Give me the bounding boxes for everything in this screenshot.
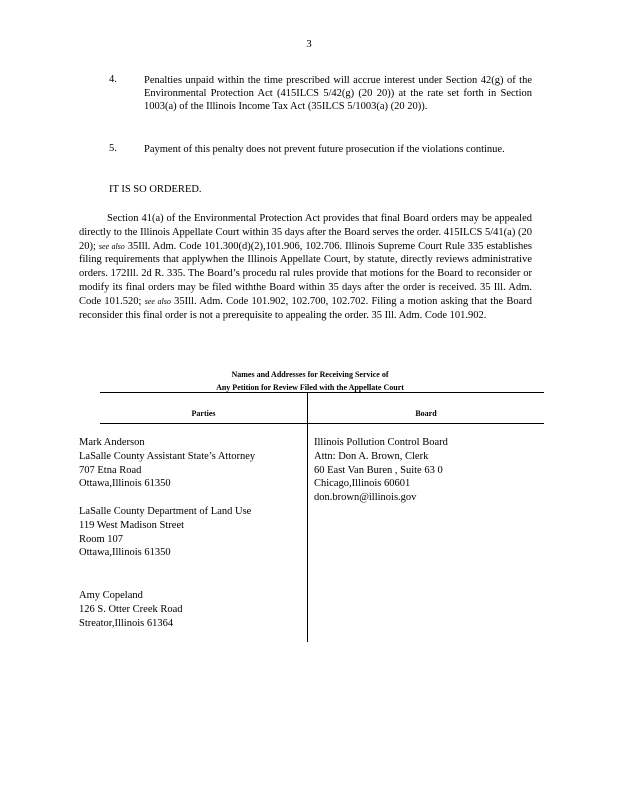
address-line: 707 Etna Road bbox=[79, 464, 142, 476]
item-number: 5. bbox=[109, 143, 117, 154]
see-also: see also bbox=[144, 296, 171, 306]
parties-header: Parties bbox=[191, 409, 216, 418]
table-header-border bbox=[100, 423, 544, 424]
page-number: 3 bbox=[306, 38, 312, 50]
address-line: 119 West Madison Street bbox=[79, 519, 185, 531]
board-address-block bbox=[314, 436, 448, 505]
table-column-divider bbox=[307, 392, 308, 642]
caption-line: Names and Addresses for Receiving Service of bbox=[231, 370, 389, 379]
appeal-text: Section 41(a) of the Environmental Protection Act provides that final Board orders may be appealed directly to the Illinois Appellate Court within 35 days after the Board serves the order. 415ILCS 5/41(a) (20 20); bbox=[79, 213, 532, 252]
appeal-text: 35Ill. Adm. Code 101.300(d)(2),101.906, 102.706. Illinois Supreme Court Rule 335 establishes filing requirements that applywhen the Illinois Appellate Court, by statute, directly reviews administrative orders. 172Ill. 2d R. 335. The Board’s procedu ral rules provide that motions for the Board to reconsider or modify its final orders may be filed withthe Board within 35 days after the order is received. 35 Ill. Adm. Code 101.520; bbox=[79, 240, 533, 307]
address-line: Ottawa,Illinois 61350 bbox=[79, 478, 171, 490]
item-text: Penalties unpaid within the time prescribed will accrue interest under Section 42(g) of the Environmental Protection Act (415ILCS 5/42(g) (20 20)) at the rate set forth in Section 1003(a) of the Illinois Income Tax Act (35ILCS 5/1003(a) (20 20)). bbox=[144, 75, 532, 112]
appeal-text: 35Ill. Adm. Code 101.902, 102.700, 102.702. Filing a motion asking that the Board reconsider this final order is not a prerequisite to appealing the order. 35 Ill. Adm. Code 101.902. bbox=[79, 295, 533, 321]
address-line: Ottawa,Illinois 61350 bbox=[79, 547, 171, 559]
item-number: 4. bbox=[109, 74, 117, 85]
table-top-border bbox=[100, 392, 544, 393]
address-line: Chicago,Illinois 60601 bbox=[314, 478, 411, 490]
order-statement: IT IS SO ORDERED. bbox=[109, 184, 202, 195]
party-address-block bbox=[79, 505, 251, 560]
table-caption bbox=[120, 368, 500, 394]
address-line: Attn: Don A. Brown, Clerk bbox=[314, 450, 429, 462]
email-line[interactable]: don.brown@illinois.gov bbox=[314, 492, 417, 504]
party-address-block bbox=[79, 589, 183, 630]
board-header: Board bbox=[415, 409, 437, 418]
address-line: LaSalle County Assistant State’s Attorney bbox=[79, 450, 256, 462]
address-line: 126 S. Otter Creek Road bbox=[79, 603, 183, 615]
address-line: Mark Anderson bbox=[79, 437, 145, 448]
item-text: Payment of this penalty does not prevent future prosecution if the violations continue. bbox=[144, 144, 505, 155]
address-line: LaSalle County Department of Land Use bbox=[79, 506, 252, 517]
party-address-block bbox=[79, 436, 255, 491]
see-also: see also bbox=[98, 241, 125, 251]
address-line: Streator,Illinois 61364 bbox=[79, 617, 174, 629]
address-line: Illinois Pollution Control Board bbox=[314, 437, 448, 448]
address-line: 60 East Van Buren , Suite 63 0 bbox=[314, 464, 443, 476]
caption-line: Any Petition for Review Filed with the Appellate Court bbox=[216, 383, 404, 392]
address-line: Amy Copeland bbox=[79, 590, 143, 601]
address-line: Room 107 bbox=[79, 533, 124, 545]
appeal-paragraph bbox=[79, 212, 532, 322]
